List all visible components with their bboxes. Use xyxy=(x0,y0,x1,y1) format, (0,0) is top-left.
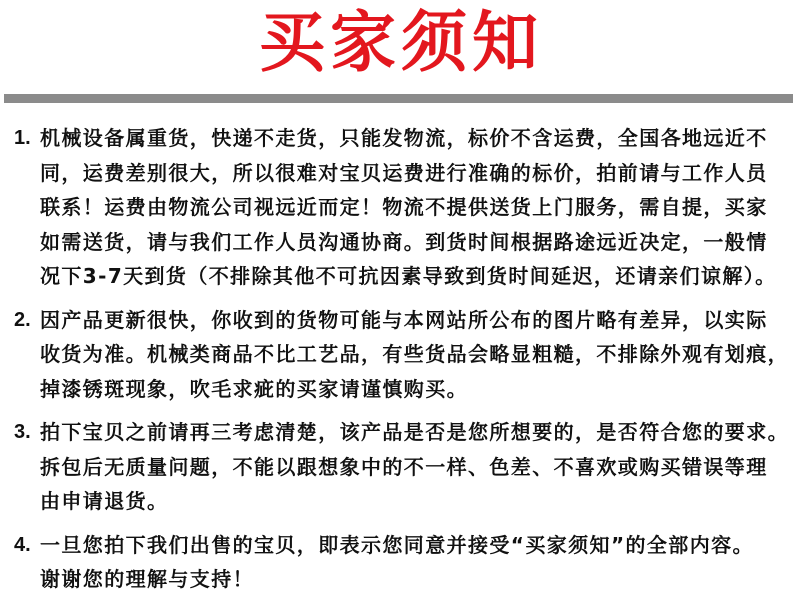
notice-item-line: 况下3-7天到货（不排除其他不可抗因素导致到货时间延迟，还请亲们谅解）。 xyxy=(40,264,777,288)
notice-item-line: 谢谢您的理解与支持！ xyxy=(40,567,254,591)
notice-item-line: 收货为准。机械类商品不比工艺品，有些货品会略显粗糙，不排除外观有划痕， xyxy=(40,342,789,366)
notice-item-text xyxy=(40,415,795,519)
notice-item-text xyxy=(40,121,795,294)
notice-item-number: 4. xyxy=(14,533,31,556)
notice-item-number: 2. xyxy=(14,308,31,331)
notice-item-line: 联系！运费由物流公司视远近而定！物流不提供送货上门服务，需自提，买家 xyxy=(40,195,768,219)
notice-item-line: 同，运费差别很大，所以很难对宝贝运费进行准确的标价，拍前请与工作人员 xyxy=(40,160,768,185)
notice-item-text xyxy=(40,528,795,597)
notice-item-line: 由申请退货。 xyxy=(40,489,169,513)
title-divider xyxy=(4,94,793,103)
notice-item-line: 掉漆锈斑现象，吹毛求疵的买家请谨慎购买。 xyxy=(40,376,468,401)
notice-item xyxy=(0,415,797,519)
notice-item-text xyxy=(40,303,795,407)
notice-item-line: 机械设备属重货，快递不走货，只能发物流，标价不含运费，全国各地远近不 xyxy=(40,126,768,150)
notice-item-line: 如需送货，请与我们工作人员沟通协商。到货时间根据路途远近决定，一般情 xyxy=(40,229,768,254)
notice-item-number: 1. xyxy=(14,127,31,149)
notice-item xyxy=(0,528,797,597)
notice-item xyxy=(0,121,797,294)
notice-item xyxy=(0,303,797,407)
page-title: 买家须知 xyxy=(259,4,543,81)
notice-item-line: 因产品更新很快，你收到的货物可能与本网站所公布的图片略有差异，以实际 xyxy=(40,307,768,332)
notice-list xyxy=(0,121,797,598)
notice-item-line: 拆包后无质量问题，不能以跟想象中的不一样、色差、不喜欢或购买错误等理 xyxy=(40,454,768,479)
notice-item-line: 拍下宝贝之前请再三考虑清楚，该产品是否是您所想要的，是否符合您的要求。 xyxy=(40,420,789,444)
notice-item-line: 一旦您拍下我们出售的宝贝，即表示您同意并接受“买家须知”的全部内容。 xyxy=(40,532,754,557)
notice-item-number: 3. xyxy=(14,421,31,443)
